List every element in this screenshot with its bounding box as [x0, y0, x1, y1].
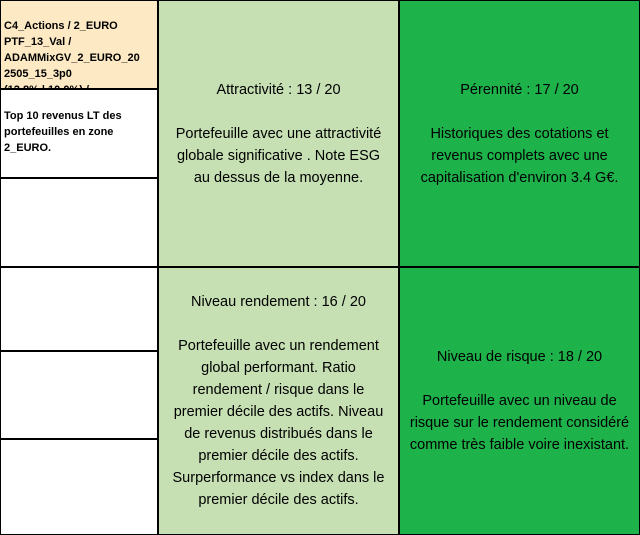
niveau-risque-body: Portefeuille avec un niveau de risque sur le rendement considéré comme très faible voire inexistant. — [409, 393, 630, 453]
perennite-title: Pérennité : 17 / 20 — [460, 81, 579, 98]
niveau-rendement-card — [158, 267, 399, 535]
attractivite-title: Attractivité : 13 / 20 — [216, 81, 341, 98]
portfolio-description-cell — [0, 89, 158, 178]
niveau-rendement-title: Niveau rendement : 16 / 20 — [191, 294, 366, 310]
empty-cell — [0, 351, 158, 439]
niveau-risque-title: Niveau de risque : 18 / 20 — [436, 349, 603, 365]
niveau-rendement-body: Portefeuille avec un rendement global performant. Ratio rendement / risque dans le premier décile des actifs. Niveau de revenus distribués dans le premier décile des actifs. Surperformance vs index dans le premier décile des actifs. — [172, 338, 385, 508]
portfolio-header-text: C4_Actions / 2_EURO PTF_13_Val / ADAMMixGV_2_EURO_20 2505_15_3p0 — [4, 20, 140, 80]
empty-cell — [0, 267, 158, 351]
empty-cell — [0, 439, 158, 535]
portfolio-description-text: Top 10 revenus LT des portefeuilles en zone 2_EURO. — [4, 110, 122, 154]
perennite-card — [399, 0, 640, 267]
attractivite-card — [158, 0, 399, 267]
attractivite-body: Portefeuille avec une attractivité globale significative . Note ESG au dessus de la moyenne. — [175, 125, 382, 186]
perennite-body: Historiques des cotations et revenus complets avec une capitalisation d'environ 3.4 G€. — [420, 125, 619, 186]
empty-cell — [0, 178, 158, 267]
niveau-risque-card — [399, 267, 640, 535]
portfolio-header-cell — [0, 0, 158, 89]
